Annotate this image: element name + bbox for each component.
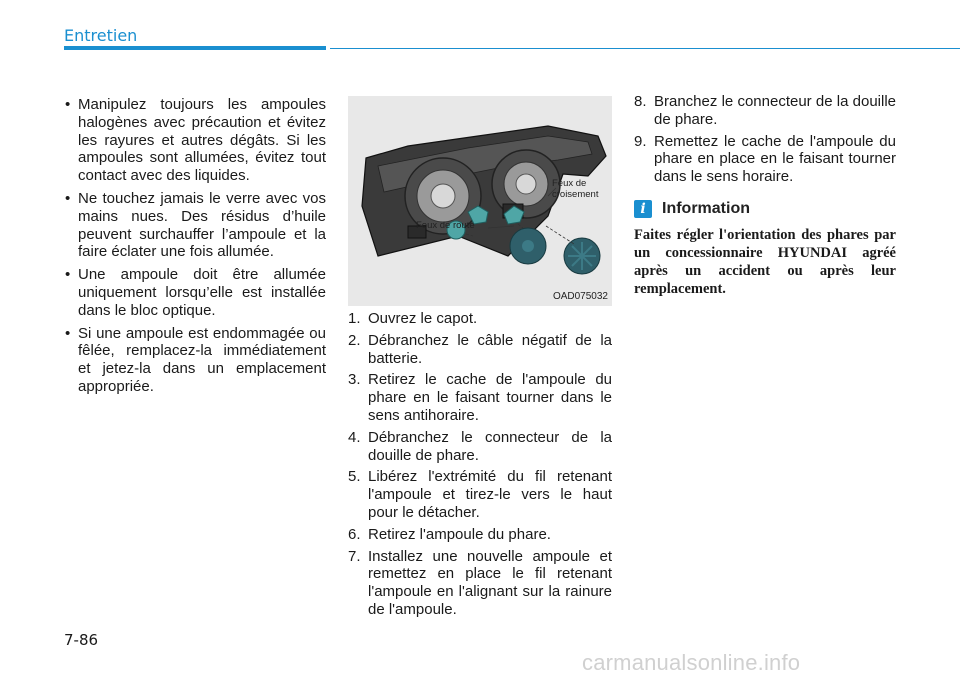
list-item: • Une ampoule doit être allumée uniquement lorsqu’elle est installée dans le bloc optique.: [64, 266, 326, 319]
header-rule-thin: [330, 48, 960, 49]
list-item: • Manipulez toujours les ampoules halogènes avec précaution et évitez les rayures et autres dégâts. Si les ampoules sont allumées, évitez tout contact avec des liquides.: [64, 96, 326, 185]
list-item: 2. Débranchez le câble négatif de la batterie.: [348, 331, 612, 367]
info-title: Information: [662, 200, 750, 218]
list-item: • Ne touchez jamais le verre avec vos mains nues. Des résidus d’huile peuvent surchauffer l’ampoule et la faire éclater une fois allumée.: [64, 190, 326, 261]
list-item: 8. Branchez le connecteur de la douille de phare.: [634, 93, 896, 128]
list-item: • Si une ampoule est endommagée ou fêlée, remplacez-la immédiatement et jetez-la dans un emplacement appropriée.: [64, 325, 326, 396]
list-item: 1. Ouvrez le capot.: [348, 310, 478, 327]
list-item: 3. Retirez le cache de l'ampoule du phare en le faisant tourner dans le sens antihoraire.: [348, 371, 612, 424]
low-beam-label-line2: croisement: [552, 189, 599, 200]
list-item: 9. Remettez le cache de l'ampoule du phare en place en le faisant tourner dans le sens horaire.: [634, 132, 896, 186]
list-item: 4. Débranchez le connecteur de la douille de phare.: [348, 428, 612, 464]
middle-column: [348, 310, 612, 623]
section-title: Entretien: [64, 26, 138, 45]
headlamp-figure: [348, 96, 612, 306]
info-header: [634, 200, 896, 218]
headlamp-illustration: [348, 96, 612, 306]
list-item: 5. Libérez l'extrémité du fil retenant l'ampoule et tirez-le vers le haut pour le détacher.: [348, 468, 612, 521]
info-icon: i: [634, 200, 652, 218]
high-beam-label: Feux de route: [416, 220, 475, 231]
figure-code: OAD075032: [552, 291, 608, 302]
list-item: 6. Retirez l'ampoule du phare.: [348, 525, 551, 543]
watermark: carmanualsonline.info: [582, 650, 801, 675]
precaution-list: [64, 96, 326, 396]
steps-list-1: [348, 310, 612, 619]
low-beam-label-line1: Feux de: [552, 178, 587, 189]
list-item: 7. Installez une nouvelle ampoule et remettez en place le fil retenant l'ampoule en l'alignant sur la rainure de l'ampoule.: [348, 547, 612, 618]
page-number: 7-86: [64, 631, 99, 649]
info-text: Faites régler l'orientation des phares par un concessionnaire HYUNDAI agréé après un accident ou après leur remplacement.: [634, 226, 896, 297]
header-rule-thick: [64, 46, 326, 50]
left-column: [64, 96, 326, 401]
right-column: [634, 93, 896, 298]
steps-list-2: [634, 93, 896, 186]
